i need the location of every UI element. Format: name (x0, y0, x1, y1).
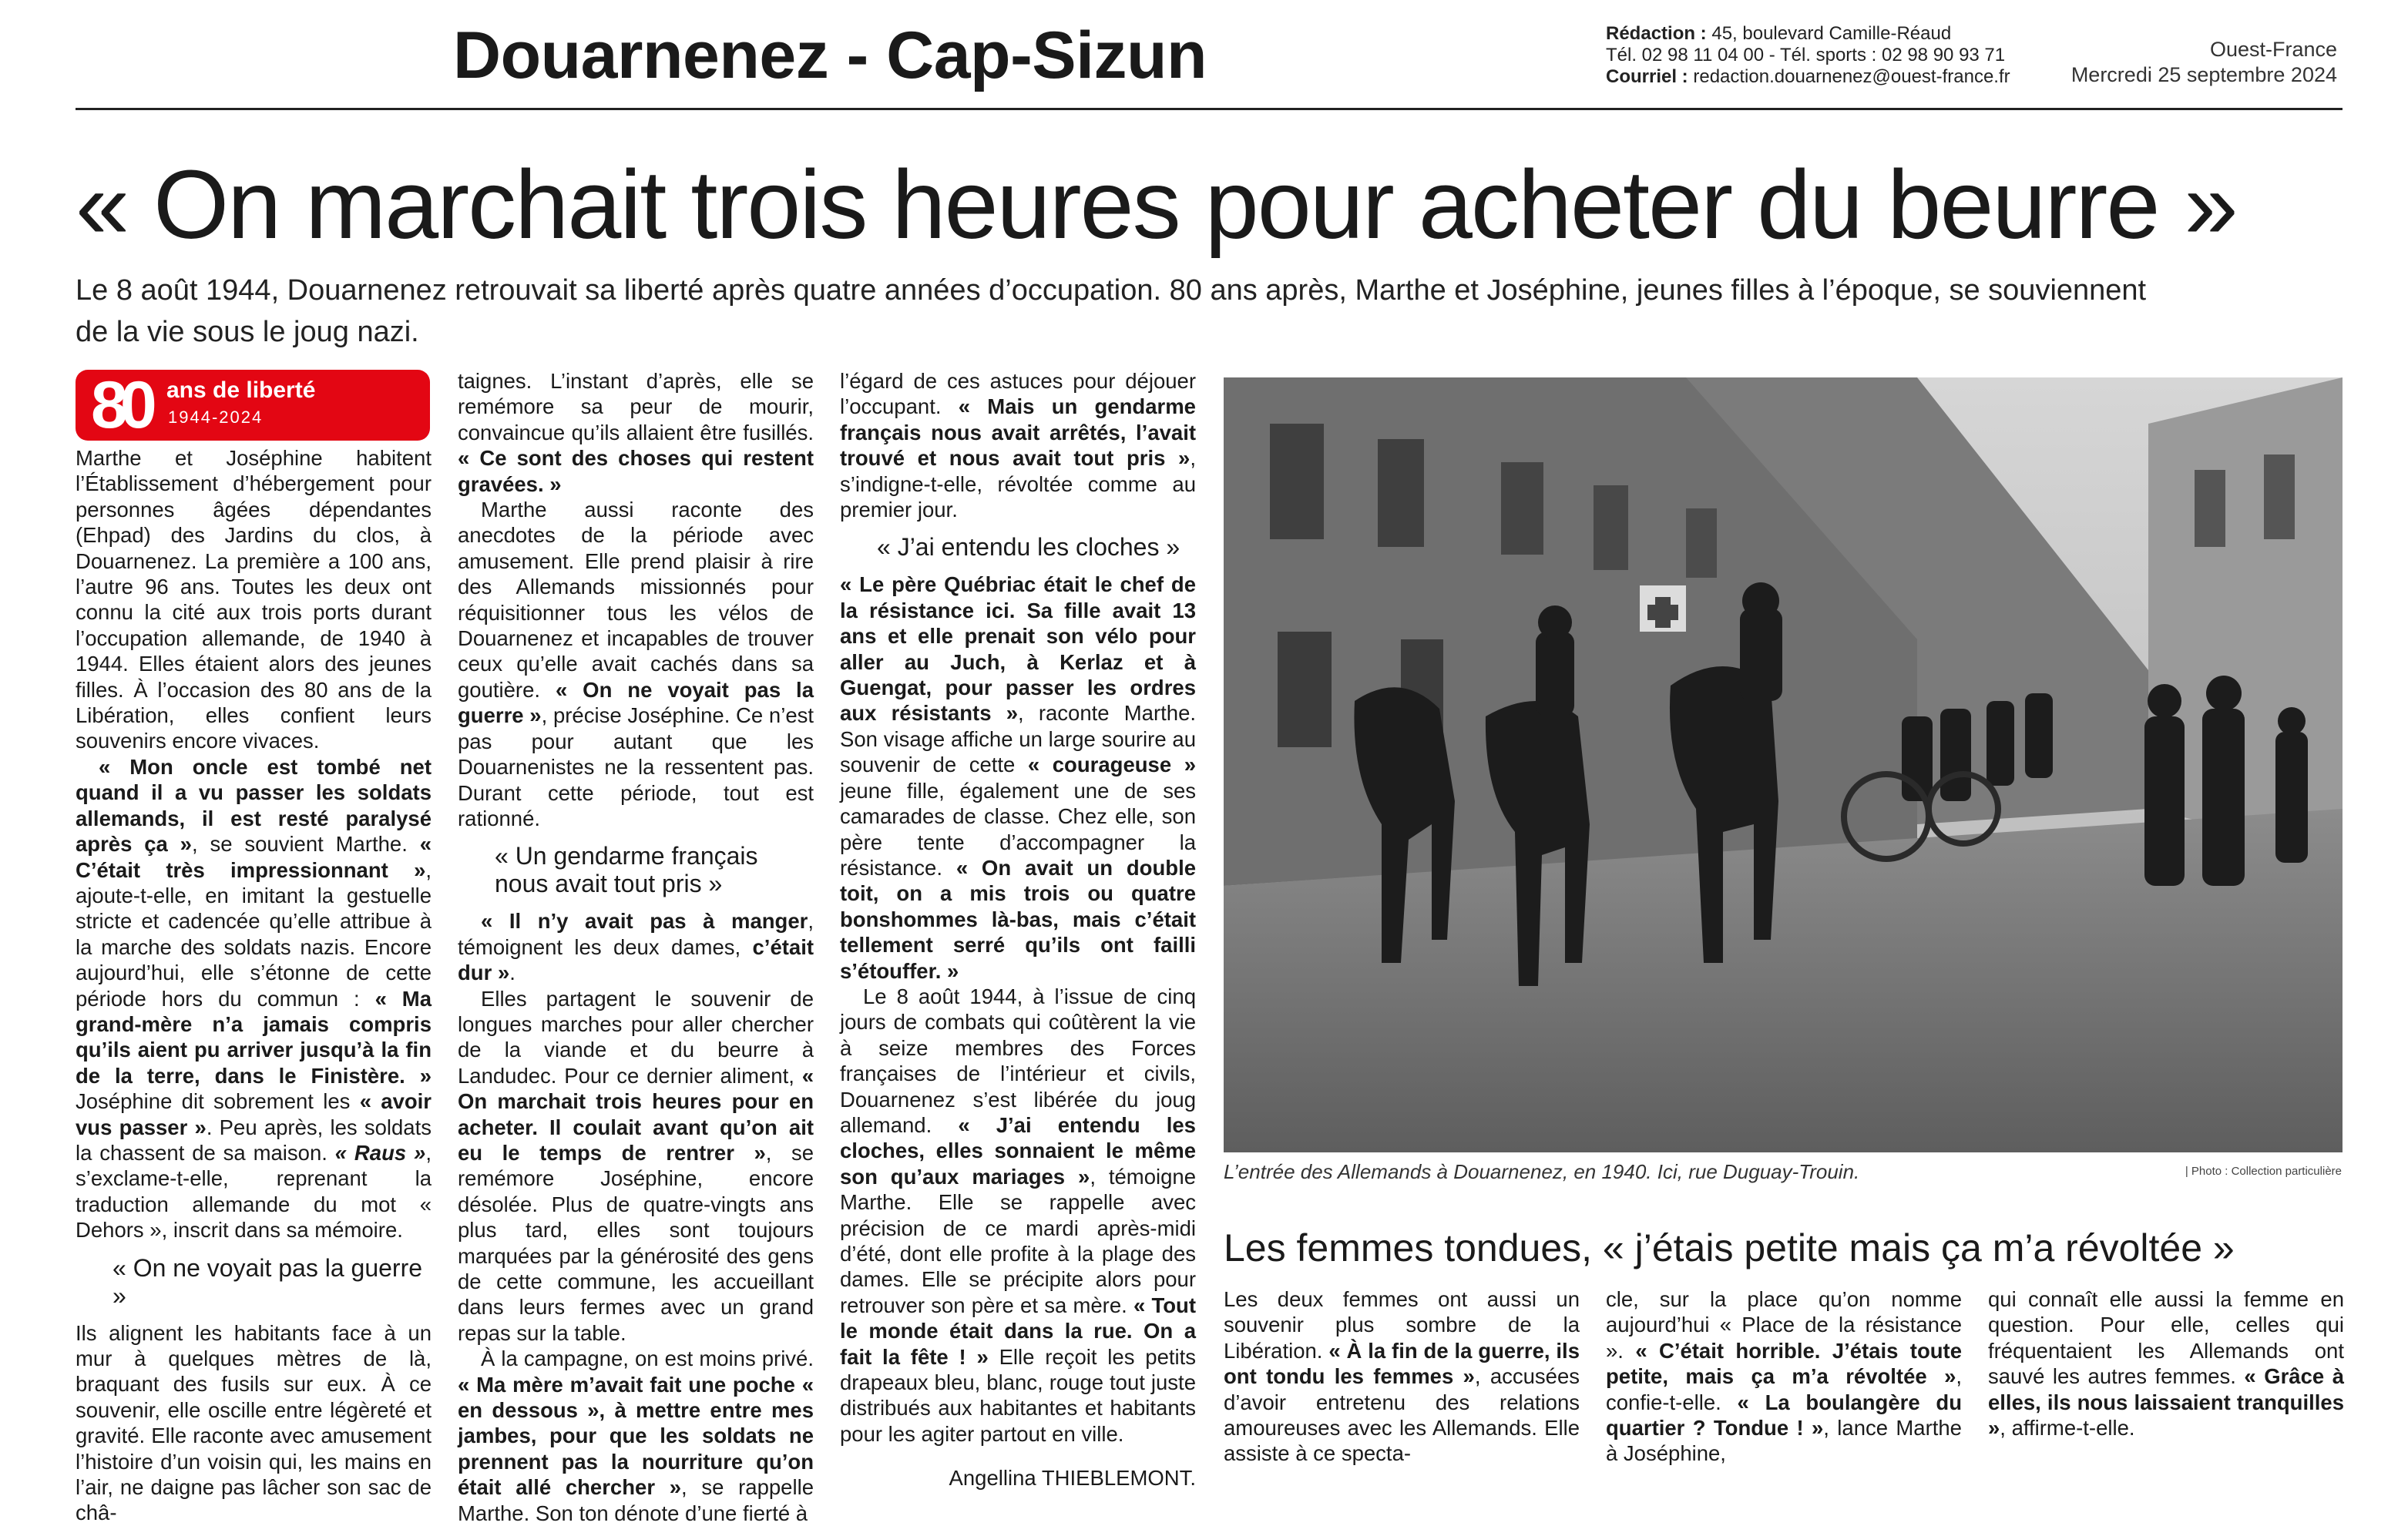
badge-dates: 1944-2024 (168, 407, 264, 427)
contact-block (1606, 23, 2010, 88)
quote-text: « On avait un double toit, on a mis trois ou quatre bonshommes là-bas, mais c’était tellement serré qu’ils ont failli s’étouffer. » (840, 855, 1196, 983)
paragraph (840, 572, 1196, 984)
text-run: , témoigne Marthe. Elle se rappelle avec précision de ce mardi après-midi d’été, dont elle profite à la plage des dames. Elle se précipite alors pour retrouver son père et sa mère. (840, 1164, 1196, 1317)
paragraph (458, 497, 814, 831)
quote-text: « On marchait trois heures pour en acheter. Il coulait avant qu’on ait eu le temps de rentrer » (458, 1063, 814, 1165)
intertitle: « J’ai entendu les cloches » (877, 533, 1180, 562)
quote-text: « Mais un gendarme français nous avait arrêtés, l’avait trouvé et nous avait tout pris » (840, 394, 1196, 471)
quote-text: « Grâce à elles, ils nous laissaient tranquilles » (1988, 1364, 2344, 1440)
article-headline: « On marchait trois heures pour acheter du beurre » (76, 150, 2237, 259)
text-run: , lance Marthe à Joséphine, (1606, 1416, 1962, 1466)
masthead-info (2071, 37, 2337, 88)
text-run: , affirme-t-elle. (2000, 1416, 2135, 1440)
text-run: , s’indigne-t-elle, révoltée comme au premier jour. (840, 446, 1196, 522)
text-run: Les deux femmes ont aussi un souvenir plus sombre de la Libération. (1224, 1287, 1580, 1363)
text-run: qui connaît elle aussi la femme en question. Pour elle, celles qui fréquentaient les Allemands ont sauvé les autres femmes. (1988, 1287, 2344, 1389)
quote-text: « C’était horrible. J’étais toute petite, mais ça m’a révoltée » (1606, 1338, 1962, 1389)
quote-text: « Ma grand-mère n’a jamais compris qu’ils aient pu arriver jusqu’à la fin de la terre, dans le Finistère. » (76, 986, 432, 1088)
secondary-column-1 (1224, 1286, 1580, 1467)
quote-text: « courageuse » (1027, 753, 1196, 777)
text-run: , se rappelle Marthe. Son ton dénote d’une fierté à (458, 1475, 814, 1525)
badge-title: ans de liberté (166, 377, 316, 403)
quote-text: « Il n’y avait pas à manger (481, 909, 808, 934)
paragraph (458, 986, 814, 1347)
text-run: , se remémore Joséphine, encore désolée. Plus de quatre-vingts ans plus tard, elles sont toujours marquées par la générosité des gens de cette commune, les accueillant dans leurs fermes avec un grand repas sur la table. (458, 1140, 814, 1345)
article-column-2 (458, 368, 814, 1526)
text-run: cle, sur la place qu’on nomme aujourd’hui « Place de la résistance ». (1606, 1287, 1962, 1363)
contact-phones: Tél. 02 98 11 04 00 - Tél. sports : 02 98 90 93 71 (1606, 45, 2006, 65)
paragraph (1988, 1286, 2344, 1440)
quote-text: « Raus » (334, 1140, 426, 1165)
paper-name: Ouest-France (2209, 38, 2337, 61)
paragraph (1606, 1286, 1962, 1467)
intertitle: « On ne voyait pas la guerre » (113, 1253, 423, 1310)
intertitle: « Un gendarme français nous avait tout pris » (495, 842, 758, 898)
quote-text: « À la fin de la guerre, ils ont tondu les femmes » (1224, 1338, 1580, 1389)
quote-text: c’était dur » (458, 934, 814, 985)
text-run: taignes. L’instant d’après, elle se remémore sa peur de mourir, convaincue qu’ils allaient être fusillés. (458, 369, 814, 444)
text-run: Le 8 août 1944, à l’issue de cinq jours de combats qui coûtèrent la vie à seize membres des Forces françaises de l’intérieur et civils, Douarnenez s’est libérée du joug allemand. (840, 984, 1196, 1137)
text-run: À la campagne, on est moins privé. (481, 1347, 814, 1371)
paragraph: Marthe et Joséphine habitent l’Établissement d’hébergement pour personnes âgées dépendantes (Ehpad) des Jardins du clos, à Douarnenez. La première a 100 ans, l’autre 96 ans. Toutes les deux ont connu la cité aux trois ports durant l’occupation allemande, de 1940 à 1944. Elles étaient alors des jeunes filles. À l’occasion des 80 ans de la Libération, elles confient leurs souvenirs encore vivaces. (76, 446, 432, 753)
paragraph (76, 754, 432, 1243)
quote-text: « On ne voyait pas la guerre » (458, 677, 814, 728)
eighty-logo-icon: 80 (91, 368, 149, 442)
paragraph (1224, 1286, 1580, 1467)
photo-illustration (1224, 377, 2343, 1152)
quote-text: « Mon oncle est tombé net quand il a vu passer les soldats allemands, il est resté paralysé après ça » (76, 754, 432, 857)
contact-label-redaction: Rédaction : (1606, 23, 1707, 44)
paragraph: Ils alignent les habitants face à un mur à quelques mètres de là, braquant des fusils sur eux. À ce souvenir, elle oscille entre légèreté et gravité. Elle raconte avec amusement l’histoire d’un voisin qui, les mains en l’air, ne daigne pas lâcher son sac de châ- (76, 1320, 432, 1525)
quote-text: « J’ai entendu les cloches, elles sonnaient le même son qu’aux mariages » (840, 1112, 1196, 1189)
text-run: , accusées d’avoir entretenu des relations amoureuses avec les Allemands. Elle assiste à ce specta- (1224, 1364, 1580, 1466)
text-run: l’égard de ces astuces pour déjouer l’occupant. (840, 369, 1196, 419)
quote-text: « C’était très impressionnant » (76, 832, 432, 882)
text-run: Marthe aussi raconte des anecdotes de la période avec amusement. Elle prend plaisir à rire des Allemands missionnés pour réquisitionner tous les vélos de Douarnenez et incapables de trouver ceux qu’elle avait cachés dans sa goutière. (458, 498, 814, 702)
article-lede: Le 8 août 1944, Douarnenez retrouvait sa liberté après quatre années d’occupation. 80 ans après, Marthe et Joséphine, jeunes filles à l’époque, se souviennent de la vie sous le joug nazi. (76, 274, 2147, 348)
text-run: Joséphine dit sobrement les (76, 1089, 360, 1114)
quote-text: « Le père Québriac était le chef de la résistance ici. Sa fille avait 13 ans et elle prenait son vélo pour aller au Juch, à Kerlaz et à Guengat, pour passer les ordres aux résistants » (840, 572, 1196, 726)
photo-caption: L’entrée des Allemands à Douarnenez, en 1940. Ici, rue Duguay-Trouin. (1224, 1160, 1860, 1183)
paragraph (840, 368, 1196, 522)
quote-text: « Ce sont des choses qui restent gravées. » (458, 446, 814, 496)
contact-email: redaction.douarnenez@ouest-france.fr (1688, 66, 2010, 87)
paragraph (458, 368, 814, 497)
text-run: Elles partagent le souvenir de longues marches pour aller chercher de la viande et du beurre à Landudec. Pour ce dernier aliment, (458, 986, 814, 1088)
text-run: , précise Joséphine. Ce n’est pas pour autant que les Douarnenistes ne la ressentent pas. Durant cette période, tout est rationné. (458, 703, 814, 830)
issue-date: Mercredi 25 septembre 2024 (2070, 63, 2337, 86)
text-run: , s’exclame-t-elle, reprenant la traduction allemande du mot « Dehors », inscrit dans sa mémoire. (76, 1140, 432, 1243)
quote-text: « La boulangère du quartier ? Tondue ! » (1606, 1390, 1962, 1440)
secondary-headline: Les femmes tondues, « j’étais petite mais ça m’a révoltée » (1224, 1226, 2235, 1269)
photo-credit: | Photo : Collection particulière (2185, 1165, 2342, 1178)
quote-text: « Tout le monde était dans la rue. On a fait la fête ! » (840, 1293, 1196, 1369)
paragraph (840, 984, 1196, 1447)
text-run: , ajoute-t-elle, en imitant la gestuelle stricte et cadencée qu’elle attribue à la marche des soldats nazis. Encore aujourd’hui, elle s’étonne de cette période hors du commun : (76, 857, 432, 1011)
text-run: , se souvient Marthe. (191, 832, 420, 857)
author-signature: Angellina THIEBLEMONT. (949, 1466, 1196, 1491)
secondary-column-2 (1606, 1286, 1962, 1467)
text-run: . Peu après, les soldats la chassent de sa maison. (76, 1115, 432, 1165)
text-run: , raconte Marthe. Son visage affiche un large sourire au souvenir de cette (840, 701, 1197, 777)
anniversary-badge (76, 370, 430, 441)
secondary-column-3 (1988, 1286, 2344, 1440)
article-column-1 (76, 445, 432, 1526)
article-column-3 (840, 368, 1196, 1491)
paragraph (458, 908, 814, 985)
text-run: jeune fille, également une de ses camarades de classe. Chez elle, son père tente d’accompagner la résistance. (840, 778, 1196, 880)
text-run: . (509, 961, 516, 985)
section-title: Douarnenez - Cap-Sizun (453, 18, 1207, 92)
quote-text: « avoir vus passer » (76, 1089, 432, 1139)
text-run: , confie-t-elle. (1606, 1364, 1962, 1414)
header-divider (76, 108, 2343, 110)
contact-address: 45, boulevard Camille-Réaud (1706, 23, 1952, 44)
paragraph (458, 1346, 814, 1526)
historical-photo (1224, 377, 2343, 1152)
quote-text: « Ma mère m’avait fait une poche « en dessous », à mettre entre mes jambes, pour que les soldats ne prennent pas la nourriture qu’on était allé chercher » (458, 1372, 814, 1500)
text-run: Elle reçoit les petits drapeaux bleu, blanc, rouge tout juste distribués aux habitantes et habitants pour les agiter partout en ville. (840, 1344, 1196, 1446)
text-run: , témoignent les deux dames, (458, 909, 814, 959)
contact-label-email: Courriel : (1606, 66, 1688, 87)
